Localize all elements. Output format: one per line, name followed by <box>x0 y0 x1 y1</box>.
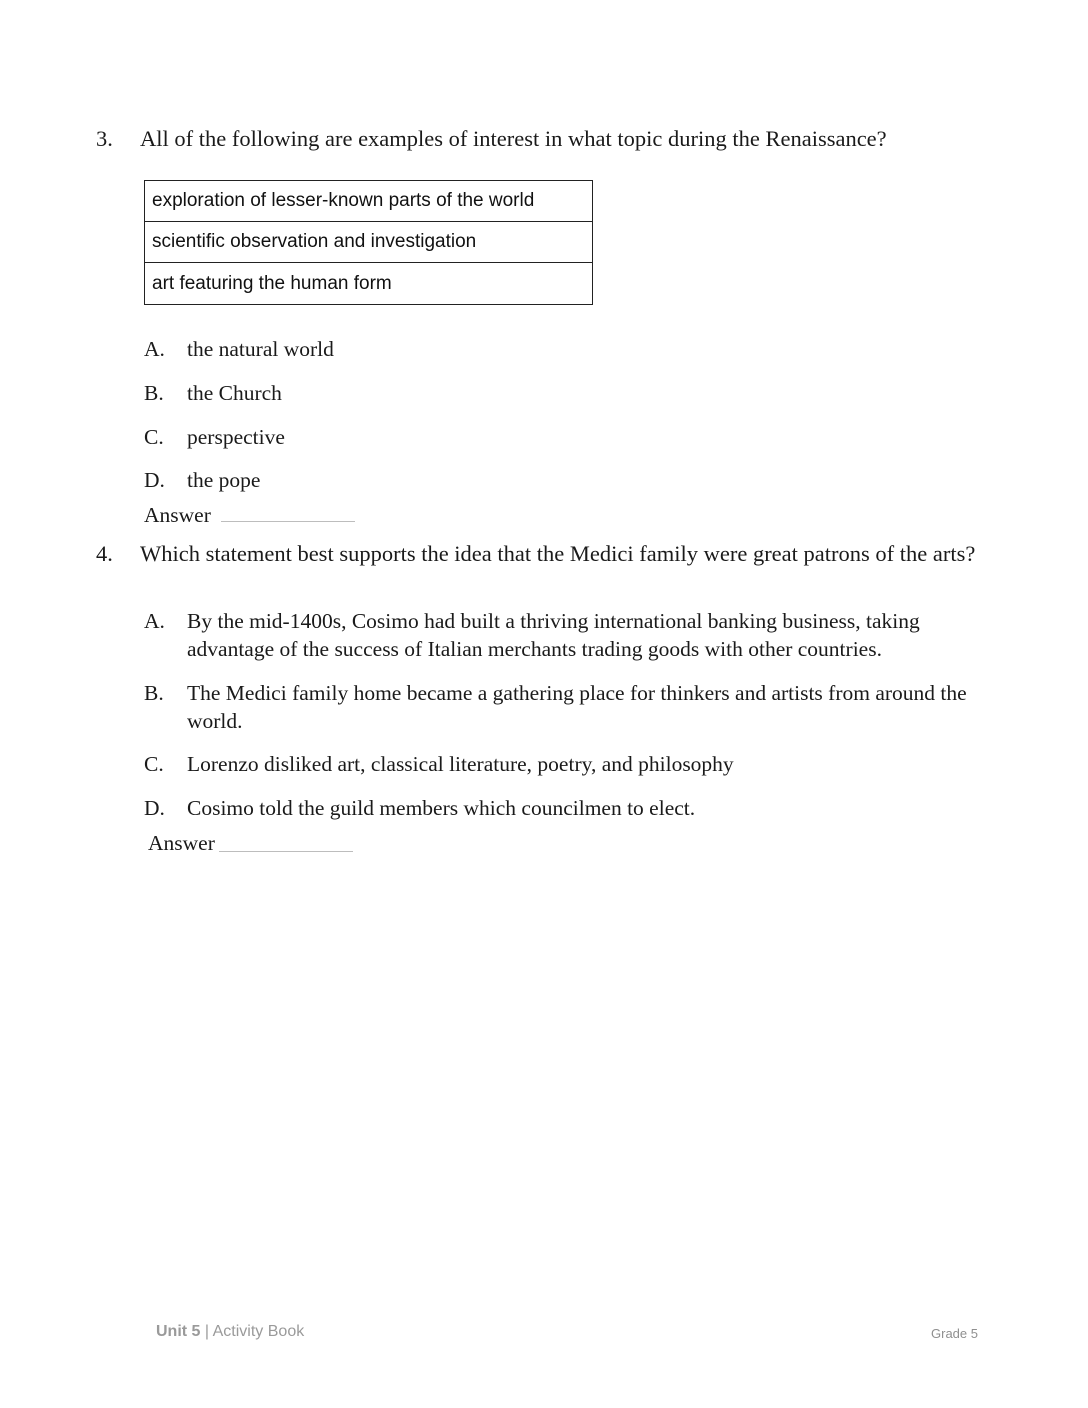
option-text: Cosimo told the guild members which councilmen to elect. <box>187 796 696 820</box>
answer-label: Answer <box>148 831 215 855</box>
question-text: Which statement best supports the idea that the Medici family were great patrons of the arts? <box>140 541 976 566</box>
option-letter: A. <box>144 609 165 633</box>
question-number: 4. <box>96 541 113 566</box>
q3-option-d <box>144 466 984 494</box>
question-text: All of the following are examples of interest in what topic during the Renaissance? <box>140 126 887 151</box>
option-text: The Medici family home became a gathering place for thinkers and artists from around the world. <box>187 681 967 733</box>
option-text: the pope <box>187 468 261 492</box>
footer-grade: Grade 5 <box>931 1326 978 1341</box>
examples-table <box>144 180 593 305</box>
example-row: exploration of lesser-known parts of the world <box>145 181 592 222</box>
q4-option-c <box>144 750 984 778</box>
option-letter: C. <box>144 752 164 776</box>
example-row: art featuring the human form <box>152 272 392 294</box>
option-letter: C. <box>144 425 164 449</box>
option-text: the Church <box>187 381 282 405</box>
option-letter: B. <box>144 681 164 705</box>
q4-option-d <box>144 794 984 822</box>
question-4 <box>96 539 986 568</box>
example-row: scientific observation and investigation <box>145 222 592 263</box>
q3-option-c <box>144 423 984 451</box>
footer-unit: Unit 5 <box>156 1323 201 1340</box>
answer-blank[interactable] <box>219 851 353 852</box>
footer-book: Activity Book <box>212 1323 305 1340</box>
q4-option-a <box>144 607 984 663</box>
option-letter: D. <box>144 468 165 492</box>
q4-option-b <box>144 679 984 735</box>
answer-blank[interactable] <box>221 521 355 522</box>
option-text: the natural world <box>187 337 334 361</box>
footer-unit-info <box>156 1323 304 1341</box>
option-letter: A. <box>144 337 165 361</box>
option-text: perspective <box>187 425 285 449</box>
footer-separator: | <box>204 1323 210 1340</box>
q3-option-a <box>144 335 984 363</box>
question-number: 3. <box>96 126 113 151</box>
option-text: Lorenzo disliked art, classical literature, poetry, and philosophy <box>187 752 734 776</box>
option-text: By the mid-1400s, Cosimo had built a thriving international banking business, taking advantage of the success of Italian merchants trading goods with other countries. <box>187 609 920 661</box>
option-letter: B. <box>144 381 164 405</box>
question-3 <box>96 124 986 153</box>
answer-label: Answer <box>144 503 211 527</box>
q3-option-b <box>144 379 984 407</box>
option-letter: D. <box>144 796 165 820</box>
